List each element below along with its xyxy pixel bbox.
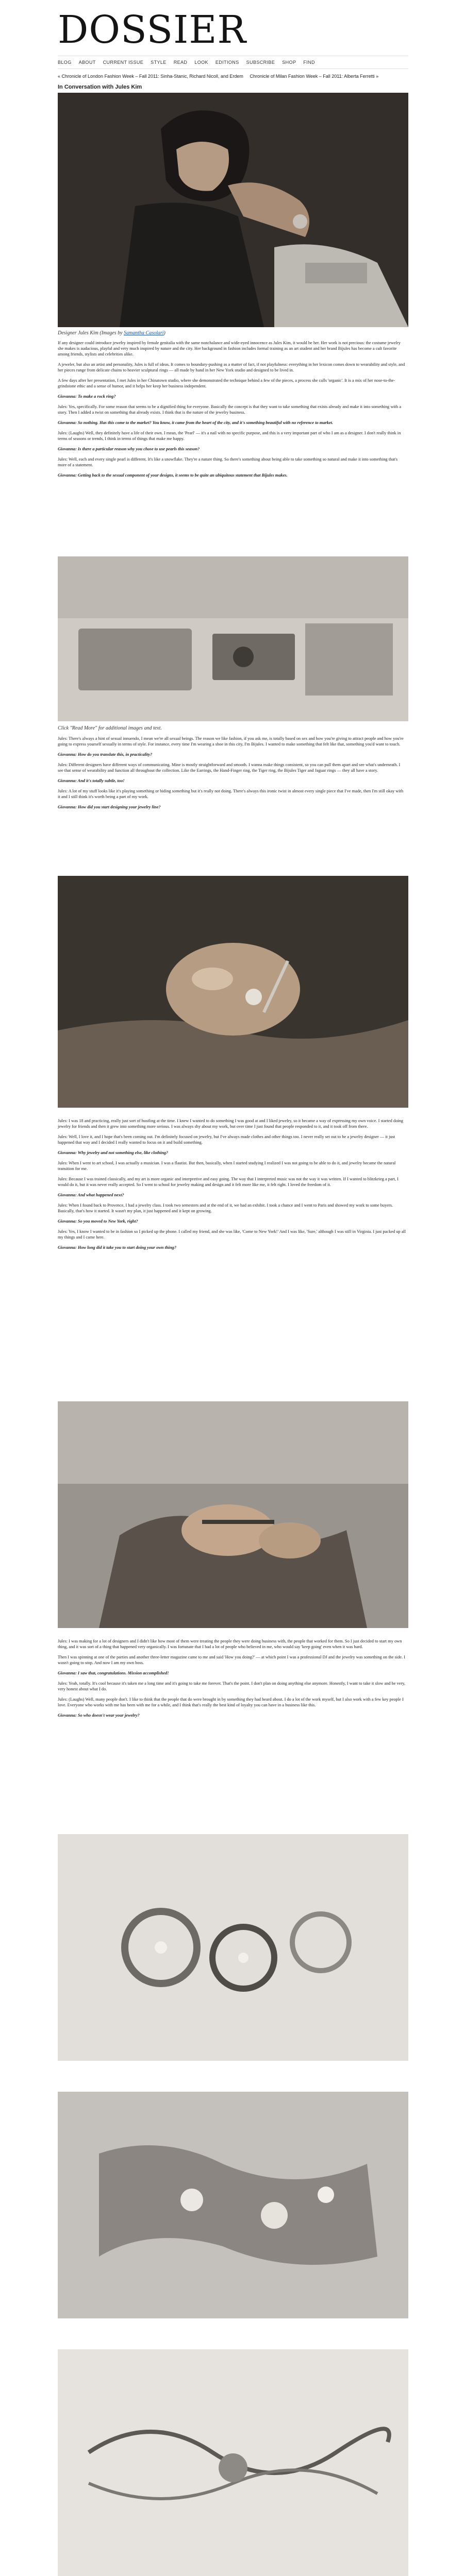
site-logo[interactable]: DOSSIER: [58, 8, 247, 52]
question: Giovanna: To make a rock ring?: [58, 394, 116, 399]
crafting-illustration: [58, 876, 408, 1108]
answer: Jules: (Laughs) Well, they definitely have a life of their own. I mean, the 'Pearl' — it's a nail with no specific purpose, and this is a very important part of who I am as a designer. I don't really think in terms of seasons or trends, I think in terms of things that make me happy.: [58, 431, 401, 441]
caption-suffix: ): [163, 330, 165, 336]
next-post-link[interactable]: Chronicle of Milan Fashion Week – Fall 2011: Alberta Ferretti »: [250, 74, 379, 79]
photographer-link[interactable]: Samantha Casolari: [124, 330, 164, 336]
intro-text: [58, 340, 406, 483]
question: Giovanna: So you moved to New York, right?: [58, 1219, 138, 1224]
read-more-caption: Click "Read More" for additional images and text.: [58, 725, 162, 731]
hands-illustration: [58, 1401, 408, 1628]
hero-caption: [58, 330, 408, 336]
question: Giovanna: How did you start designing your jewelry line?: [58, 805, 161, 809]
paragraph: Jules: Different designers have different ways of communicating. Mine is mostly straightforward and smooth. I wanna make things consistent, so you can pull them apart and see what's underneath. I see that sense of wearability and function all throughout the collection. Like the Earrings, the Hand-Finger ring, the Tiger ring, the Bijules Tiger and Jaguar rings — they all have a story.: [58, 762, 401, 773]
body-text-2: [58, 736, 406, 815]
paragraph: Jules: Because I was trained classically, and my art is more organic and interpretive and easy going. The way that I interpreted music was not the way it was written. If I wanted to blitzkrieg a part, I would do it, but it was never really accepted. So I went to school for jewelry making and design and it felt more like me, it felt right. I loved the freedom of it.: [58, 1177, 399, 1187]
question: Giovanna: Why jewelry and not something else, like clothing?: [58, 1150, 169, 1155]
paragraph: Jules: I was making for a lot of designers and I didn't like how most of them were treating the people they were doing business with, the people that worked for them. So I just decided to start my own thing, and it was sort of a thing that happened very organically. I was fortunate that I had a lot of people who believed in me, who would say 'keep going' even when it was hard.: [58, 1639, 402, 1649]
hero-photo-illustration: [58, 93, 408, 327]
main-nav: [58, 56, 408, 69]
rings-photo: [58, 1834, 408, 2061]
caption-prefix: Designer Jules Kim (Images by: [58, 330, 124, 336]
nav-style[interactable]: STYLE: [151, 60, 167, 65]
rings-illustration: [58, 1834, 408, 2061]
paragraph: Then I was spinning at one of the parties and another three-letter magazine came to me and said 'How you doing?' — at which point I was a professional DJ and the jewelry was something on the side. I wasn't going to stop. And now I am my own boss.: [58, 1655, 405, 1665]
hands-photo: [58, 1401, 408, 1628]
answer: Jules: Well, each and every single pearl is different. It's like a snowflake. They're a nature thing. So there's something about being able to take something so natural and make it into something that's more of a statement.: [58, 457, 398, 467]
nav-shop[interactable]: SHOP: [282, 60, 296, 65]
paragraph: Jules: (Laughs) Well, many people don't. I like to think that the people that do were brought in by something they had heard about. I do a lot of the work myself, but I also work with a few key people I love. Everyone who works with me has been with me for a while, and I think that's really the best kind of loyalty you can have in a business like this.: [58, 1697, 404, 1707]
hero-photo: [58, 93, 408, 327]
question: Giovanna: Getting back to the sexual component of your designs, it seems to be quite an ubiquitous statement that Bijules makes.: [58, 473, 288, 478]
nav-subscribe[interactable]: SUBSCRIBE: [246, 60, 275, 65]
texture-illustration: [58, 2092, 408, 2318]
nav-current-issue[interactable]: CURRENT ISSUE: [103, 60, 144, 65]
workbench-photo: [58, 556, 408, 721]
paragraph: Jules: Yes, I know I wanted to be in fashion so I picked up the phone. I called my friend, and she was like, 'Come to New York!' And I was like, 'Sure,' although I was still in Virginia. I just packed up all my things and I came here.: [58, 1229, 406, 1240]
paragraph: A few days after her presentation, I met Jules in her Chinatown studio, where she demonstrated the technique behind a few of the pieces, a process she calls 'organic'. It is a mix of her nose-to-the-grindstone ethic and a sense of humor, and it helps her keep her business independent.: [58, 378, 395, 388]
question: Giovanna: I saw that, congratulations. Mission accomplished!: [58, 1671, 169, 1675]
post-navigation-top: [58, 74, 408, 81]
paragraph: Jules: Yeah, totally. It's cool because it's taken me a long time and it's going to take me forever. That's the point. I don't plan on doing anything else anymore. Honestly, I want to take it slow and be very, very honest about what I do.: [58, 1681, 405, 1691]
question: Giovanna: And what happened next?: [58, 1193, 124, 1197]
nav-editions[interactable]: EDITIONS: [215, 60, 239, 65]
paragraph: Jules: I was 18 and practicing, really just sort of hustling at the time. I knew I wanted to do something I was good at and I liked jewelry, so it became a way of expressing my own voice. I started doing jewelry for friends and then it grew into something more serious. I was always shy about my work, but over time I just found that people responded to it, and it took off from there.: [58, 1118, 403, 1129]
paragraph: Jules: There's always a hint of sexual innuendo, I mean we're all sexual beings. The reason we like fashion, if you ask me, is totally based on sex and how you're giving to attract people and how you're going to express yourself sexually in terms of style. For instance, every time I'm wearing a shoe in this city, I'm Bijules. I wanted to make something that felt like that, something you'd want to touch.: [58, 736, 404, 747]
question: Giovanna: So who doesn't wear your jewelry?: [58, 1713, 140, 1718]
crafting-photo: [58, 876, 408, 1108]
question: Giovanna: And it's totally subtle, too!: [58, 778, 125, 783]
question: Giovanna: How long did it take you to start doing your own thing?: [58, 1245, 176, 1250]
workbench-illustration: [58, 556, 408, 721]
nav-about[interactable]: ABOUT: [78, 60, 96, 65]
body-text-4: [58, 1638, 406, 1723]
nav-blog[interactable]: BLOG: [58, 60, 72, 65]
texture-photo: [58, 2092, 408, 2318]
paragraph: Jules: Well, I love it, and I hope that's been coming out. I'm definitely focused on jewelry, but I've always made clothes and other things too. I never really set out to be a jewelry designer — it just happened that way and I decided I really wanted to focus on it and build something.: [58, 1134, 395, 1145]
question: Giovanna: So nothing. Has this come to the market? You know, it came from the heart of the city, and it's something beautiful with no reference to market.: [58, 420, 334, 425]
body-text-3: [58, 1118, 406, 1255]
paragraph: Jules: A lot of my stuff looks like it's playing something or hiding something but it's really not doing. There's always this ironic twist in almost every single piece that I've made, then I'm still okay with it and I still think it's worth being a part of my work.: [58, 789, 404, 799]
question: Giovanna: Is there a particular reason why you chose to use pearls this season?: [58, 447, 200, 451]
prev-post-link[interactable]: « Chronicle of London Fashion Week – Fall 2011: Sinha-Stanic, Richard Nicoll, and Erdem: [58, 74, 243, 79]
paragraph: A jeweler, but also an artist and personality, Jules is full of ideas. It comes to boundary-pushing as a matter of fact, if not playfulness: everything in her lexicon comes down to wearability and style, and her pieces range from delicate chains to heavier sculptural rings — all made by hand in her New York studio and designed to be lived in.: [58, 362, 405, 372]
answer: Jules: Yes, specifically. For some reason that seems to be a dignified thing for everyone. Basically the concept is that they want to take something that exists already and make it into something with a story. Then I added a twist on something that already exists. I think that is the nature of the jewelry business.: [58, 404, 402, 415]
chains-illustration: [58, 2349, 408, 2576]
paragraph: Jules: When I went to art school, I was actually a musician. I was a flautist. But then, basically, when I started studying I realized I was not going to be able to do it, and jewelry became the natural transition for me.: [58, 1161, 396, 1171]
chains-photo: [58, 2349, 408, 2576]
paragraph: If any designer could introduce jewelry inspired by female genitalia with the same nonchalance and wide-eyed innocence as Jules Kim, it would be her. Her work is not precious: the costume jewelry she makes is audacious, playful and very much inspired by nature and the city. Her background in fashion includes formal training as an art student and her brand Bijules has become a cult favorite among friends, stylists and celebrities alike.: [58, 341, 401, 357]
paragraph: Jules: When I found back to Provence, I had a jewelry class. I took two semesters and at the end of it, we had an exhibit. I took a chance and I went to Paris and showed my work to some buyers. Basically, that's how it started. It wasn't my plan, it just happened and it kept on growing.: [58, 1203, 393, 1213]
nav-look[interactable]: LOOK: [194, 60, 208, 65]
question: Giovanna: How do you translate this, in practicality?: [58, 752, 153, 757]
nav-find[interactable]: FIND: [303, 60, 315, 65]
post-title: In Conversation with Jules Kim: [58, 84, 142, 90]
nav-read[interactable]: READ: [173, 60, 188, 65]
